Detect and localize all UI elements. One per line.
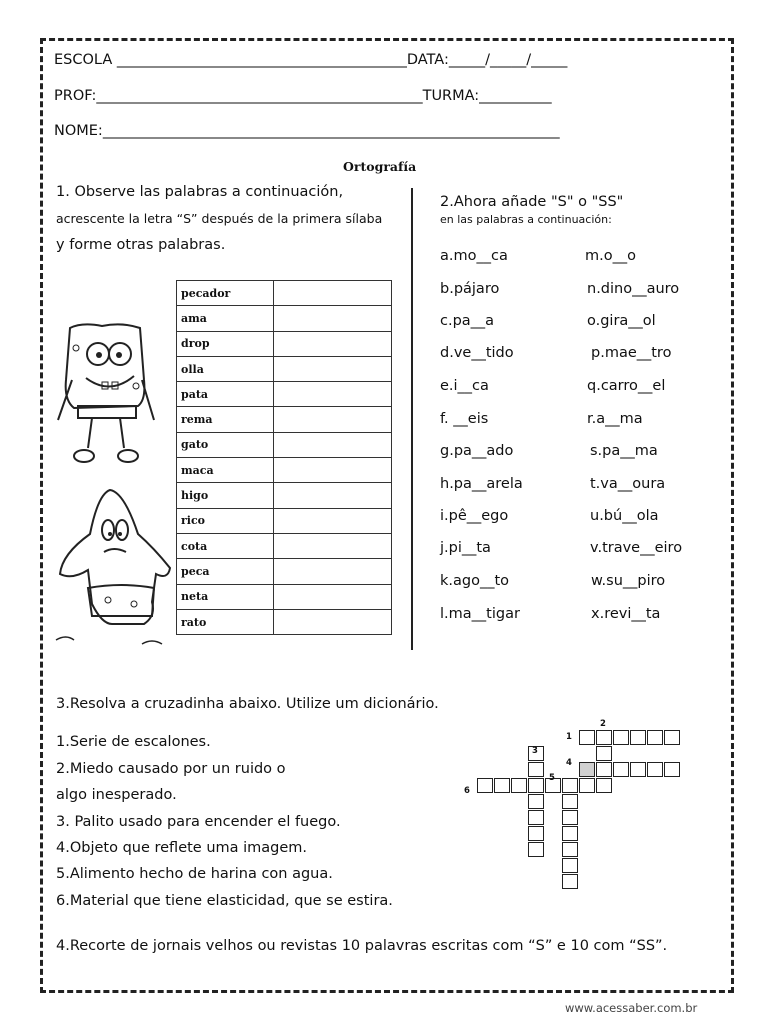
q2-right-item: u.bú__ola bbox=[590, 508, 659, 524]
answer-cell[interactable] bbox=[274, 382, 392, 407]
crossword-cell[interactable] bbox=[579, 778, 595, 793]
q2-right-item: o.gira__ol bbox=[587, 313, 656, 329]
word-cell: rico bbox=[177, 508, 274, 533]
crossword-cell[interactable] bbox=[562, 858, 578, 873]
q2-left-item: f. __eis bbox=[440, 411, 489, 427]
crossword-cell[interactable] bbox=[664, 762, 680, 777]
crossword-cell[interactable] bbox=[579, 730, 595, 745]
table-row bbox=[177, 382, 392, 407]
crossword-cell[interactable] bbox=[528, 778, 544, 793]
table-row bbox=[177, 432, 392, 457]
word-cell: rato bbox=[177, 609, 274, 634]
answer-cell[interactable] bbox=[274, 306, 392, 331]
answer-cell[interactable] bbox=[274, 331, 392, 356]
page-title: Ortografía bbox=[343, 159, 417, 174]
crossword-cell[interactable] bbox=[562, 778, 578, 793]
q2-left-item: e.i__ca bbox=[440, 378, 489, 394]
q2-right-item: p.mae__tro bbox=[591, 345, 672, 361]
crossword-cell[interactable] bbox=[494, 778, 510, 793]
answer-cell[interactable] bbox=[274, 458, 392, 483]
table-row bbox=[177, 559, 392, 584]
q1-line2: acrescente la letra “S” después de la primera sílaba bbox=[56, 211, 383, 226]
q2-left-item: h.pa__arela bbox=[440, 476, 523, 492]
answer-cell[interactable] bbox=[274, 584, 392, 609]
q2-right-item: n.dino__auro bbox=[587, 281, 680, 297]
word-cell: drop bbox=[177, 331, 274, 356]
q2-left-item: a.mo__ca bbox=[440, 248, 508, 264]
crossword-cell[interactable] bbox=[562, 810, 578, 825]
word-cell: higo bbox=[177, 483, 274, 508]
crossword-number-3: 3 bbox=[532, 746, 538, 756]
q2-right-item: t.va__oura bbox=[590, 476, 666, 492]
word-cell: rema bbox=[177, 407, 274, 432]
q2-right-item: m.o__o bbox=[585, 248, 636, 264]
q2-left-item: k.ago__to bbox=[440, 573, 510, 589]
answer-cell[interactable] bbox=[274, 407, 392, 432]
table-row bbox=[177, 281, 392, 306]
q3-clue: 5.Alimento hecho de harina con agua. bbox=[56, 866, 333, 882]
word-cell: peca bbox=[177, 559, 274, 584]
answer-cell[interactable] bbox=[274, 609, 392, 634]
crossword-cell[interactable] bbox=[528, 826, 544, 841]
crossword-cell[interactable] bbox=[596, 762, 612, 777]
q2-right-item: q.carro__el bbox=[587, 378, 666, 394]
word-cell: pata bbox=[177, 382, 274, 407]
table-row bbox=[177, 356, 392, 381]
table-row bbox=[177, 458, 392, 483]
q1-line3: y forme otras palabras. bbox=[56, 237, 226, 253]
answer-cell[interactable] bbox=[274, 356, 392, 381]
crossword-number-4: 4 bbox=[566, 758, 572, 768]
q2-right-item: x.revi__ta bbox=[591, 606, 661, 622]
crossword-cell[interactable] bbox=[596, 746, 612, 761]
q2-left-item: l.ma__tigar bbox=[440, 606, 520, 622]
q2-right-item: v.trave__eiro bbox=[590, 540, 683, 556]
q2-left-item: d.ve__tido bbox=[440, 345, 514, 361]
answer-cell[interactable] bbox=[274, 281, 392, 306]
table-row bbox=[177, 407, 392, 432]
q2-left-item: b.pájaro bbox=[440, 281, 500, 297]
q3-clue: 2.Miedo causado por un ruido o bbox=[56, 761, 286, 777]
word-cell: cota bbox=[177, 533, 274, 558]
q4-instruction: 4.Recorte de jornais velhos ou revistas 10 palavras escritas com “S” e 10 com “SS”. bbox=[56, 938, 668, 954]
answer-cell[interactable] bbox=[274, 432, 392, 457]
q3-clue: 3. Palito usado para encender el fuego. bbox=[56, 814, 341, 830]
q2-line2: en las palabras a continuación: bbox=[440, 213, 612, 226]
header-nome: NOME:_______________________________________________________________ bbox=[54, 123, 560, 139]
crossword-cell[interactable] bbox=[579, 762, 595, 777]
answer-cell[interactable] bbox=[274, 559, 392, 584]
crossword-cell[interactable] bbox=[528, 842, 544, 857]
crossword-cell[interactable] bbox=[613, 762, 629, 777]
word-cell: maca bbox=[177, 458, 274, 483]
q2-left-item: i.pê__ego bbox=[440, 508, 509, 524]
q2-left-item: j.pi__ta bbox=[440, 540, 491, 556]
crossword-cell[interactable] bbox=[562, 842, 578, 857]
word-cell: pecador bbox=[177, 281, 274, 306]
spongebob-illustration bbox=[52, 320, 160, 470]
q2-line1: 2.Ahora añade "S" o "SS" bbox=[440, 194, 624, 210]
q2-right-item: r.a__ma bbox=[587, 411, 643, 427]
crossword-number-5: 5 bbox=[549, 773, 555, 783]
answer-cell[interactable] bbox=[274, 508, 392, 533]
header-prof: PROF:_____________________________________________TURMA:__________ bbox=[54, 88, 552, 104]
crossword-number-1: 1 bbox=[566, 732, 572, 742]
crossword-cell[interactable] bbox=[630, 730, 646, 745]
table-row bbox=[177, 483, 392, 508]
q2-left-item: g.pa__ado bbox=[440, 443, 514, 459]
word-cell: gato bbox=[177, 432, 274, 457]
crossword-cell[interactable] bbox=[596, 778, 612, 793]
crossword-number-6: 6 bbox=[464, 786, 470, 796]
q3-clue: 6.Material que tiene elasticidad, que se estira. bbox=[56, 893, 393, 909]
crossword-cell[interactable] bbox=[647, 762, 663, 777]
q2-right-item: w.su__piro bbox=[591, 573, 666, 589]
patrick-illustration bbox=[52, 484, 172, 649]
word-cell: neta bbox=[177, 584, 274, 609]
answer-cell[interactable] bbox=[274, 483, 392, 508]
crossword-cell[interactable] bbox=[562, 794, 578, 809]
table-row bbox=[177, 508, 392, 533]
column-divider bbox=[411, 188, 413, 650]
crossword-cell[interactable] bbox=[596, 730, 612, 745]
table-row bbox=[177, 609, 392, 634]
crossword-cell[interactable] bbox=[511, 778, 527, 793]
table-row bbox=[177, 331, 392, 356]
q1-line1: 1. Observe las palabras a continuación, bbox=[56, 184, 344, 200]
word-table bbox=[176, 280, 392, 635]
q3-clue: algo inesperado. bbox=[56, 787, 177, 803]
crossword-cell[interactable] bbox=[562, 874, 578, 889]
crossword-cell[interactable] bbox=[528, 810, 544, 825]
word-cell: ama bbox=[177, 306, 274, 331]
header-escola: ESCOLA ________________________________________DATA:_____/_____/_____ bbox=[54, 52, 568, 68]
q3-clue: 4.Objeto que reflete uma imagem. bbox=[56, 840, 308, 856]
table-row bbox=[177, 584, 392, 609]
crossword-cell[interactable] bbox=[528, 762, 544, 777]
footer-url[interactable]: www.acessaber.com.br bbox=[565, 1001, 698, 1015]
answer-cell[interactable] bbox=[274, 533, 392, 558]
table-row bbox=[177, 306, 392, 331]
crossword-cell[interactable] bbox=[664, 730, 680, 745]
crossword-cell[interactable] bbox=[528, 794, 544, 809]
crossword-cell[interactable] bbox=[630, 762, 646, 777]
q2-left-item: c.pa__a bbox=[440, 313, 495, 329]
crossword-cell[interactable] bbox=[477, 778, 493, 793]
word-cell: olla bbox=[177, 356, 274, 381]
q3-clue: 1.Serie de escalones. bbox=[56, 734, 211, 750]
crossword-cell[interactable] bbox=[613, 730, 629, 745]
q3-title: 3.Resolva a cruzadinha abaixo. Utilize um dicionário. bbox=[56, 696, 439, 712]
crossword-cell[interactable] bbox=[562, 826, 578, 841]
q2-right-item: s.pa__ma bbox=[590, 443, 658, 459]
crossword-cell[interactable] bbox=[647, 730, 663, 745]
table-row bbox=[177, 533, 392, 558]
crossword-number-2: 2 bbox=[600, 719, 606, 729]
